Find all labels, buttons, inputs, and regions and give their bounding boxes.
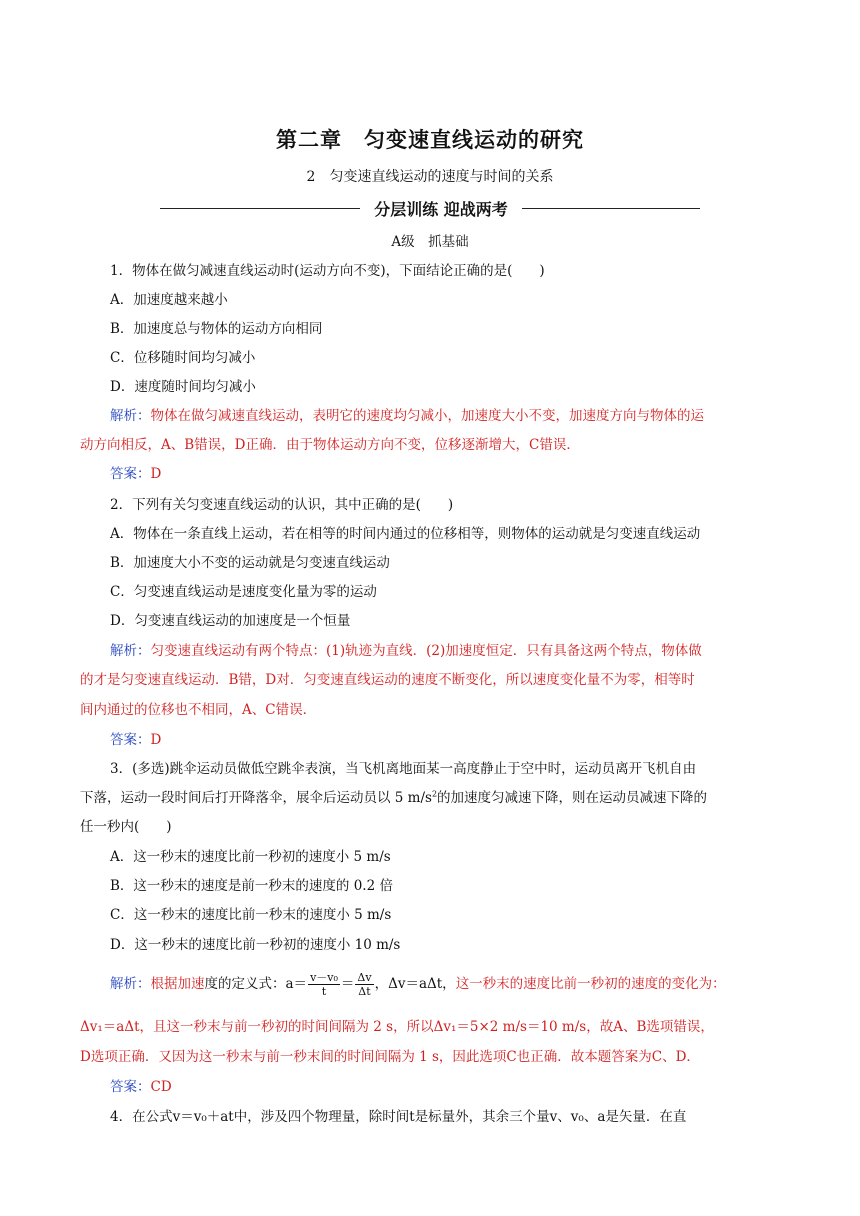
q2-option-b: B．加速度大小不变的运动就是匀变速直线运动	[110, 555, 390, 571]
q3-analysis-line3: D选项正确．又因为这一秒末与前一秒末间的时间间隔为 1 s，因此选项C也正确．故本题答案为C、D．	[80, 1049, 700, 1065]
q3-stem-line2: 下落，运动一段时间后打开降落伞，展伞后运动员以 5 $m/s^2$的加速度匀减速下降，则在运动员减速下降的	[80, 789, 708, 806]
section-title: 2 匀变速直线运动的速度与时间的关系	[306, 169, 554, 185]
q1-analysis-label: 解析：	[110, 408, 151, 424]
banner-rule-right	[522, 208, 700, 209]
banner-rule-left	[160, 208, 360, 209]
q3-answer: 答案：CD	[110, 1079, 172, 1095]
q1-option-d: D．速度随时间均匀减小	[110, 379, 256, 395]
q1-analysis-line1: 解析：物体在做匀减速直线运动，表明它的速度均匀减小，加速度大小不变，加速度方向与物体的运	[110, 408, 704, 424]
chapter-title: 第二章 匀变速直线运动的研究	[276, 128, 584, 152]
q3-stem-line1: 3．(多选)跳伞运动员做低空跳伞表演，当飞机离地面某一高度静止于空中时，运动员离开飞机自由	[110, 761, 697, 777]
q2-stem: 2．下列有关匀变速直线运动的认识，其中正确的是( )	[110, 497, 454, 513]
q3-analysis-line2: Δv₁＝aΔt，且这一秒末与前一秒初的时间间隔为 2 s，所以Δv₁＝5×2 m/s＝10 m/s，故A、B选项错误，	[80, 1019, 714, 1035]
q3-fraction-1: $\frac{\text{v－v₀}}{t}$	[310, 971, 338, 998]
q1-option-a: A．加速度越来越小	[110, 292, 228, 308]
q2-option-d: D．匀变速直线运动的加速度是一个恒量	[110, 613, 351, 629]
q2-option-a: A．物体在一条直线上运动，若在相等的时间内通过的位移相等，则物体的运动就是匀变速直线运动	[110, 526, 701, 542]
q1-option-c: C．位移随时间均匀减小	[110, 350, 256, 366]
q3-option-a: A．这一秒末的速度比前一秒初的速度小 5 m/s	[110, 849, 391, 865]
q1-answer: 答案：D	[110, 466, 162, 482]
q4-stem-line1: 4．在公式v＝v₀＋at中，涉及四个物理量，除时间t是标量外，其余三个量v、v₀、a是矢量．在直	[110, 1109, 687, 1125]
section-banner	[160, 197, 700, 221]
q1-option-b: B．加速度总与物体的运动方向相同	[110, 321, 323, 337]
q1-analysis-line2: 动方向相反，A、B错误，D正确．由于物体运动方向不变，位移逐渐增大，C错误．	[80, 437, 580, 453]
q3-option-d: D．这一秒末的速度比前一秒初的速度小 10 m/s	[110, 937, 401, 953]
q2-analysis-line3: 间内通过的位移也不相同，A、C错误．	[80, 702, 317, 718]
q3-analysis-line1: 解析：根据加速度的定义式：a＝ $\frac{\text{v－v₀}}{t}$ ＝ $\frac{\Delta v}{\Delta t}$ ，Δv＝aΔt，这一秒末的速度比前一秒初的速度的变化为：	[110, 971, 726, 998]
q2-option-c: C．匀变速直线运动是速度变化量为零的运动	[110, 584, 377, 600]
q3-stem-line3: 任一秒内( )	[80, 819, 172, 835]
q2-analysis-line1: 解析：匀变速直线运动有两个特点：(1)轨迹为直线．(2)加速度恒定．只有具备这两个特点，物体做	[110, 643, 702, 659]
q2-answer: 答案：D	[110, 732, 162, 748]
q1-stem: 1．物体在做匀减速直线运动时(运动方向不变)，下面结论正确的是( )	[110, 263, 545, 279]
q3-fraction-2: $\frac{\Delta v}{\Delta t}$	[357, 971, 372, 998]
banner-text: 分层训练 迎战两考	[374, 200, 508, 219]
q3-option-c: C．这一秒末的速度比前一秒末的速度小 5 m/s	[110, 907, 392, 923]
q2-analysis-line2: 的才是匀变速直线运动．B错，D对．匀变速直线运动的速度不断变化，所以速度变化量不为零，相等时	[80, 672, 695, 688]
level-heading: A级 抓基础	[391, 234, 469, 250]
q3-option-b: B．这一秒末的速度是前一秒末的速度的 0.2 倍	[110, 878, 393, 894]
